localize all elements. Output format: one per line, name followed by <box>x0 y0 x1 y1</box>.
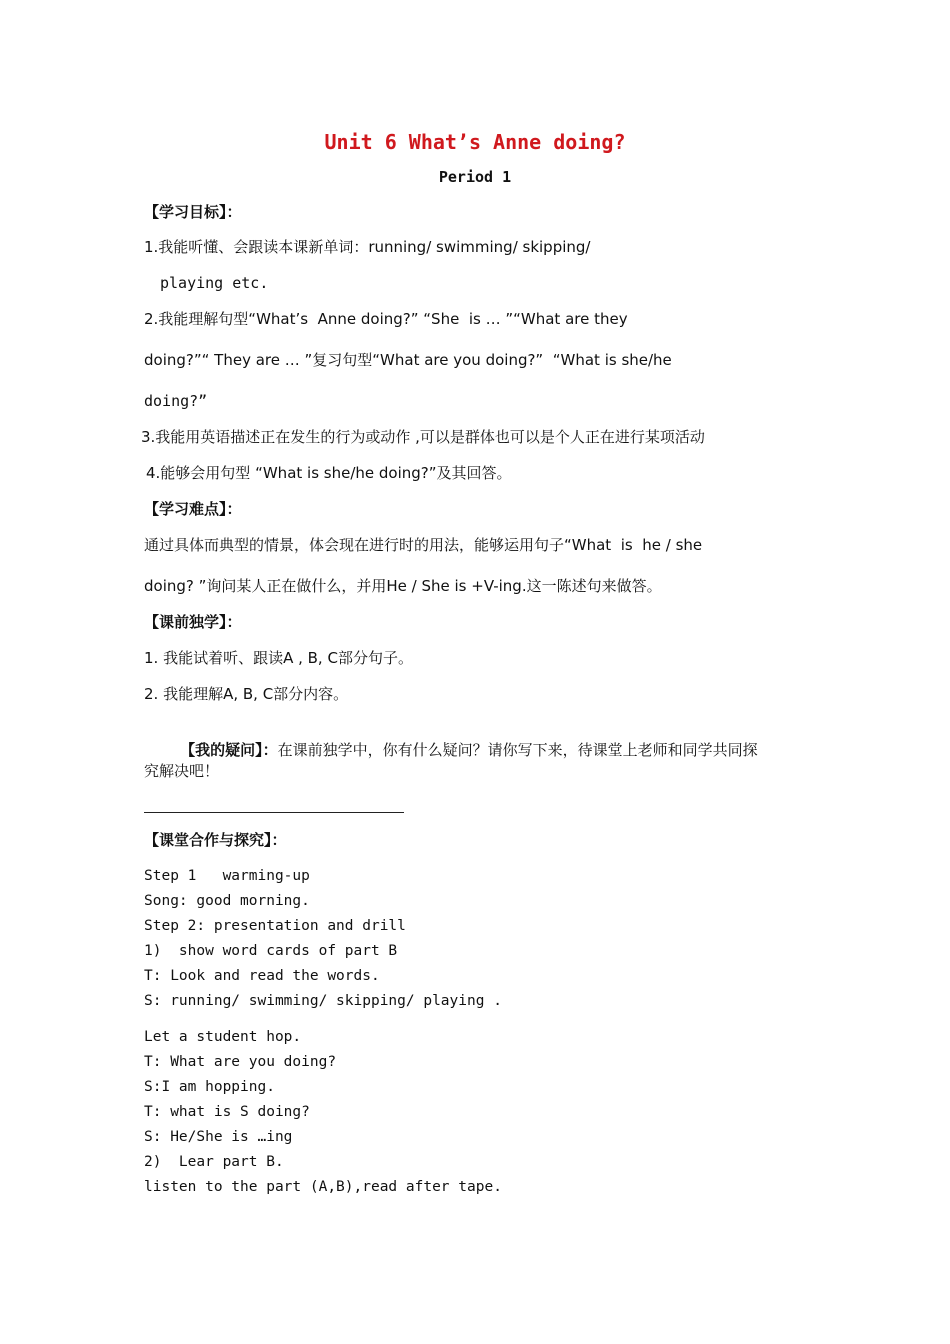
classroom-line: T: Look and read the words. <box>144 968 380 984</box>
page-subtitle: Period 1 <box>438 168 512 186</box>
preview-heading: 【课前独学】： <box>144 613 242 631</box>
questions-line-1: 在课前独学中，你有什么疑问？请你写下来，待课堂上老师和同学共同探 <box>277 741 758 759</box>
questions-heading: 【我的疑问】： <box>180 741 278 759</box>
classroom-line: S: He/She is …ing <box>144 1129 293 1145</box>
classroom-line: Step 1 warming-up <box>144 868 310 884</box>
preview-item-1: 1. 我能试着听、跟读A , B, C部分句子。 <box>144 649 413 667</box>
questions-line-2: 究解决吧！ <box>144 762 220 780</box>
objective-3: 3.我能用英语描述正在发生的行为或动作 ,可以是群体也可以是个人正在进行某项活动 <box>141 428 705 446</box>
questions-block <box>144 720 758 780</box>
objective-2-line-1: 2.我能理解句型“What’s Anne doing?” “She is … ”“What are they <box>144 310 628 328</box>
classroom-line: Song: good morning. <box>144 893 310 909</box>
difficulties-line-2: doing? ”询问某人正在做什么，并用He / She is +V-ing.这一陈述句来做答。 <box>144 577 662 595</box>
classroom-line: S: running/ swimming/ skipping/ playing . <box>144 993 502 1009</box>
objective-2-line-2: doing?”“ They are … ”复习句型“What are you doing?” “What is she/he <box>144 351 672 369</box>
classroom-line: Let a student hop. <box>144 1029 302 1045</box>
classroom-line: listen to the part (A,B),read after tape. <box>144 1179 502 1195</box>
preview-item-2: 2. 我能理解A, B, C部分内容。 <box>144 685 349 703</box>
answer-line <box>144 812 404 813</box>
difficulties-line-1: 通过具体而典型的情景，体会现在进行时的用法，能够运用句子“What is he / she <box>144 536 703 554</box>
classroom-line: 2) Lear part B. <box>144 1154 284 1170</box>
classroom-line: 1) show word cards of part B <box>144 943 398 959</box>
objective-2-line-3: doing?” <box>144 392 208 410</box>
classroom-line: S:I am hopping. <box>144 1079 275 1095</box>
objective-4: 4.能够会用句型 “What is she/he doing?”及其回答。 <box>146 464 512 482</box>
objective-1-line-1: 1.我能听懂、会跟读本课新单词：running/ swimming/ skipping/ <box>144 238 591 256</box>
page-title: Unit 6 What’s Anne doing? <box>324 130 626 154</box>
classroom-line: T: What are you doing? <box>144 1054 337 1070</box>
classroom-line: T: what is S doing? <box>144 1104 310 1120</box>
classroom-heading: 【课堂合作与探究】： <box>144 831 287 849</box>
objectives-heading: 【学习目标】： <box>144 203 242 221</box>
difficulties-heading: 【学习难点】： <box>144 500 242 518</box>
classroom-line: Step 2: presentation and drill <box>144 918 406 934</box>
objective-1-line-2: playing etc. <box>160 274 269 292</box>
